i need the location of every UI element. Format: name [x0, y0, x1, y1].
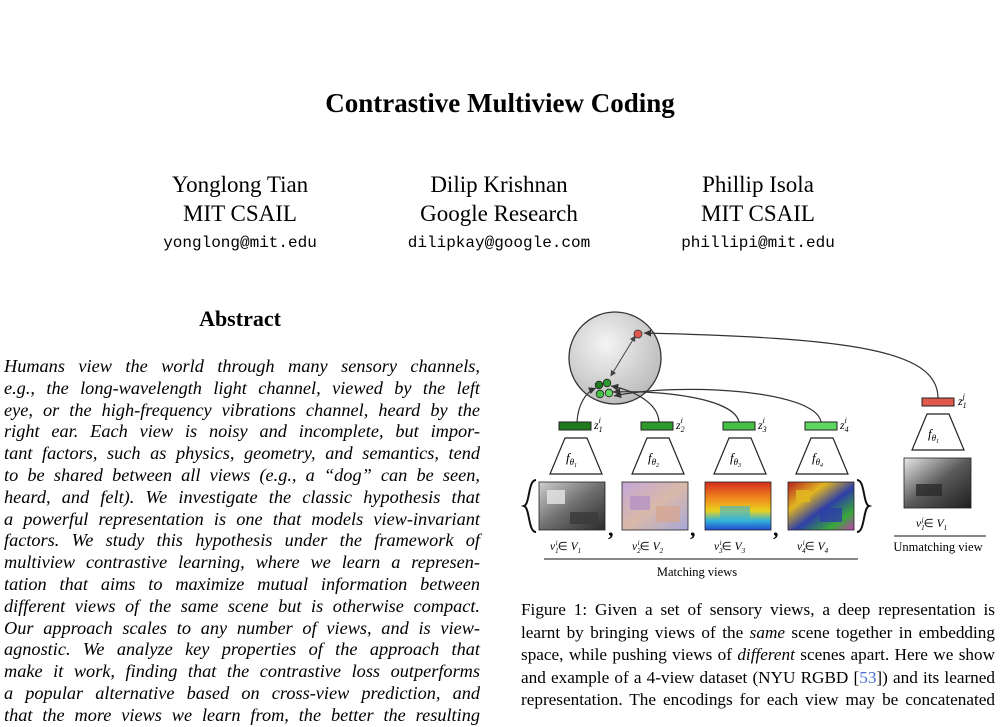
- abstract-line: that the more views we learn from, the better the resulting: [4, 704, 480, 725]
- unmatching-view-label: Unmatching view: [893, 540, 983, 554]
- svg-text:fθ1: $f_\theta 1$: [928, 426, 940, 445]
- svg-text:fθ1: $f_\theta 1$: [566, 450, 578, 469]
- abstract-line: a powerful representation is one that models view-invariant: [4, 508, 480, 529]
- matching-views-label: Matching views: [656, 565, 738, 579]
- comma-2: ,: [690, 516, 696, 541]
- abstract-line: different views of the same scene but is otherwise compact.: [4, 595, 480, 616]
- author-name: Yonglong Tian: [171, 172, 309, 197]
- encoder-unmatched: [904, 392, 971, 532]
- author-email: phillipi@mit.edu: [681, 234, 835, 252]
- author-name: Phillip Isola: [702, 172, 814, 197]
- abstract-heading: Abstract: [199, 306, 281, 331]
- paper-title: Contrastive Multiview Coding: [325, 88, 675, 118]
- figure-diagram: [520, 300, 1000, 590]
- author-block-2: [349, 170, 649, 258]
- abstract-line: factors. We study this hypothesis under the framework of: [4, 530, 480, 551]
- svg-text:v2i∈V2: $v_2i\in$ $V_2$: [632, 539, 664, 555]
- embedding-point-1: [595, 381, 603, 389]
- svg-text:v3i∈V3: $v_3i\in$ $V_3$: [714, 539, 746, 555]
- author-affiliation: MIT CSAIL: [183, 201, 297, 226]
- svg-text:z3i: $z_3i$: [758, 416, 767, 434]
- encoder-2: [622, 416, 688, 555]
- comma-1: ,: [608, 516, 614, 541]
- author-email: yonglong@mit.edu: [163, 234, 317, 252]
- caption-line: and example of a 4-view dataset (NYU RGBD [53]) and its learned: [521, 667, 995, 687]
- svg-text:z1i: $z_1i$: [594, 416, 603, 434]
- svg-text:v4i∈V4: $v_4i\in$ $V_4$: [797, 539, 829, 555]
- caption-line: learnt by bringing views of the same scene together in embedding: [521, 622, 995, 642]
- abstract-line: multiview contrastive learning, where we learn a represen-: [4, 552, 480, 573]
- embedding-point-red: [634, 330, 642, 338]
- abstract-line: tation that aims to maximize mutual information between: [4, 573, 480, 594]
- left-brace: [524, 480, 536, 532]
- arrow-z4: [614, 389, 821, 422]
- encoder-3: [705, 416, 771, 555]
- svg-text:v1j∈V1: $v_1j\in$ $V_1$: [916, 516, 948, 532]
- author-name: Dilip Krishnan: [430, 172, 568, 197]
- author-block-1: [90, 170, 390, 258]
- abstract-line: tant factors, such as physics, geometry, and semantics, tend: [4, 443, 480, 464]
- svg-text:z1j: $z_1j$: [958, 392, 967, 410]
- author-email: dilipkay@google.com: [407, 234, 591, 252]
- svg-text:fθ3: $f_\theta 3$: [730, 450, 742, 469]
- embedding-point-4: [605, 389, 613, 397]
- abstract-line: eye, or the high-frequency vibrations channel, heard by the: [4, 399, 480, 420]
- author-block-3: [608, 170, 908, 258]
- author-affiliation: MIT CSAIL: [701, 201, 815, 226]
- figure-caption: [521, 599, 995, 712]
- svg-text:z2i: $z_2i$: [676, 416, 685, 434]
- abstract-line: Humans view the world through many sensory channels,: [4, 356, 480, 376]
- abstract-body: [4, 356, 480, 727]
- encoder-1: [539, 416, 605, 555]
- abstract-line: Our approach scales to any number of views, and is view-: [4, 617, 480, 638]
- abstract-line: e.g., the long-wavelength light channel, viewed by the left: [4, 377, 480, 398]
- arrow-zj: [644, 333, 938, 398]
- embedding-point-2: [603, 379, 611, 387]
- caption-line: representation. The encodings for each view may be concatenated: [521, 690, 995, 709]
- abstract-line: heard, and felt). We investigate the classic hypothesis that: [4, 486, 480, 507]
- svg-text:fθ4: $f_\theta 4$: [812, 450, 824, 469]
- svg-text:z4i: $z_4i$: [840, 416, 849, 434]
- abstract-line: agnostic. We analyze key properties of the approach that: [4, 639, 480, 660]
- embedding-point-3: [596, 390, 604, 398]
- citation-link[interactable]: 53: [859, 667, 877, 687]
- encoder-4: [788, 416, 854, 555]
- caption-line: Figure 1: Given a set of sensory views, a deep representation is: [521, 600, 995, 619]
- author-affiliation: Google Research: [420, 201, 578, 226]
- abstract-line: a popular alternative based on cross-view prediction, and: [4, 682, 480, 703]
- svg-text:fθ2: $f_\theta 2$: [648, 450, 660, 469]
- abstract-line: make it work, finding that the contrastive loss outperforms: [4, 661, 480, 682]
- caption-line: space, while pushing views of different scenes apart. Here we show: [521, 645, 995, 664]
- abstract-line: right ear. Each view is noisy and incomplete, but impor-: [4, 421, 480, 442]
- abstract-line: to be shared between all views (e.g., a “dog” can be seen,: [4, 464, 480, 485]
- right-brace: [857, 480, 869, 532]
- svg-text:v1i∈V1: $v_1i\in$ $V_1$: [550, 539, 582, 555]
- comma-3: ,: [773, 516, 779, 541]
- embedding-sphere: [569, 312, 661, 404]
